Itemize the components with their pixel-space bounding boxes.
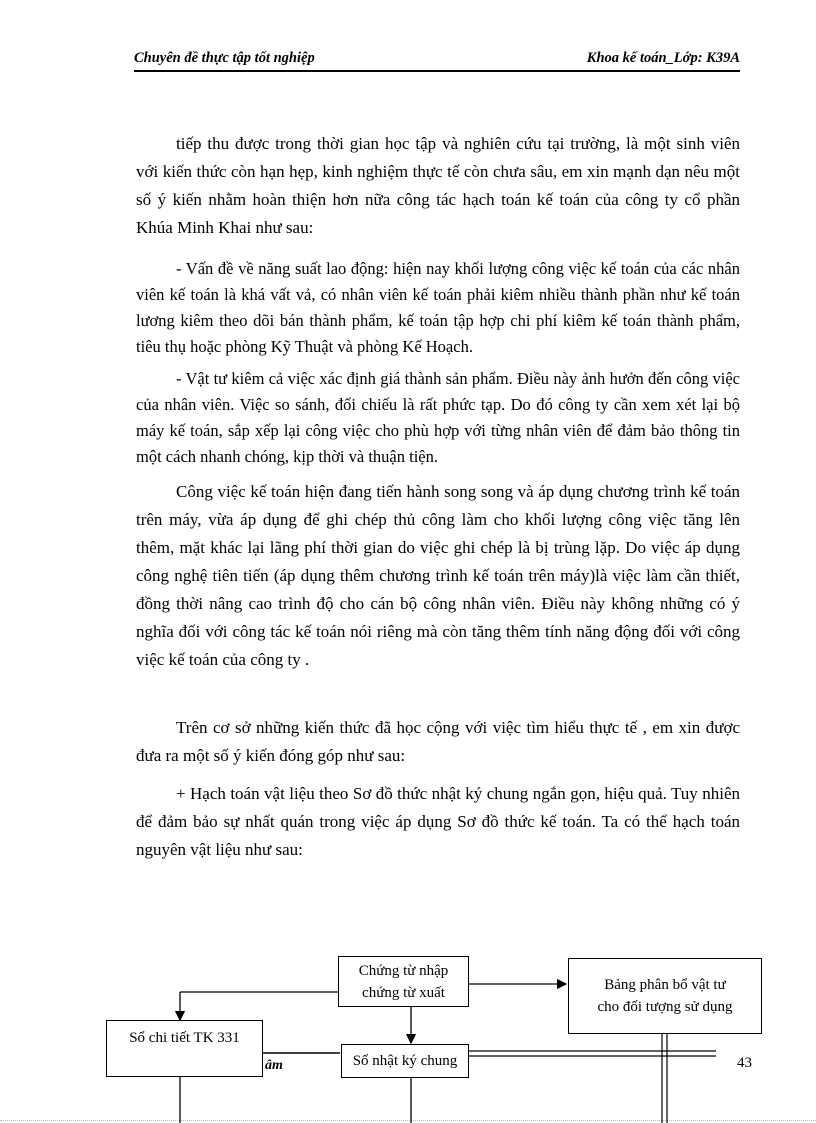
- box-left-label: Sổ chi tiết TK 331: [129, 1030, 240, 1046]
- box-detail-ledger-331: [106, 1020, 263, 1077]
- box-top-line-1: Chứng từ nhập: [358, 962, 449, 979]
- box-center-label: Sổ nhật ký chung: [352, 1053, 458, 1069]
- paragraph-1: tiếp thu được trong thời gian học tập và nghiên cứu tại trường, là một sinh viên với kiến thức còn hạn hẹp, kinh nghiệm thực tế còn chưa sâu, em xin mạnh dạn nêu một số ý kiến nhằm hoàn thiện hơn nữa công tác hạch toán kế toán của công ty cổ phần Khúa Minh Khai như sau:: [136, 134, 740, 237]
- box-top-line-2: chứng từ xuất: [362, 984, 445, 1001]
- box-receipt-issue-documents: [338, 956, 469, 1007]
- box-material-allocation-table: [568, 958, 762, 1034]
- footer-partial-text: âm: [265, 1058, 283, 1073]
- paragraph-6: + Hạch toán vật liệu theo Sơ đồ thức nhật ký chung ngắn gọn, hiệu quả. Tuy nhiên để đảm bảo sự nhất quán trong việc áp dụng Sơ đồ thức kế toán. Ta có thể hạch toán nguyên vật liệu như sau:: [136, 784, 740, 859]
- box-right-line-2: cho đối tượng sử dụng: [597, 999, 733, 1015]
- header-title-left: Chuyên đề thực tập tốt nghiệp: [134, 50, 315, 66]
- page-header: [134, 48, 740, 72]
- paragraph-4: Công việc kế toán hiện đang tiến hành song song và áp dụng chương trình kế toán trên máy, vừa áp dụng để ghi chép thủ công làm cho khối lượng công việc tăng lên thêm, mặt khác lại lãng phí thời gian do việc ghi chép là bị trùng lặp. Do việc áp dụng công nghệ tiên tiến (áp dụng thêm chương trình kế toán trên máy)là việc làm cần thiết, đồng thời nâng cao trình độ cho cán bộ công nhân viên. Điều này không những có ý nghĩa đối với công tác kế toán nói riêng mà còn tăng thêm tính năng động đối với công việc kế toán của công ty .: [136, 482, 740, 669]
- paragraph-3: - Vật tư kiêm cả việc xác định giá thành sản phẩm. Điều này ảnh hưởn đến công việc của nhân viên. Việc so sánh, đối chiếu là rất phức tạp. Do đó công ty cần xem xét lại bộ máy kế toán, sắp xếp lại công việc cho phù hợp với từng nhân viên để đảm bảo thông tin một cách nhanh chóng, kịp thời và thuận tiện.: [136, 369, 740, 466]
- paragraph-5: Trên cơ sở những kiến thức đã học cộng với việc tìm hiểu thực tế , em xin được đưa ra một số ý kiến đóng góp như sau:: [136, 718, 740, 765]
- accounting-flow-diagram: [0, 940, 816, 1123]
- box-general-journal: [341, 1044, 469, 1078]
- box-right-line-1: Bảng phân bổ vật tư: [604, 977, 726, 993]
- paragraph-2: - Vấn đề về năng suất lao động: hiện nay khối lượng công việc kế toán của các nhân viên kế toán là khá vất vả, có nhân viên kế toán phải kiêm nhiều thành phần như kế toán lương kiêm theo dõi bán thành phẩm, kế toán tập hợp chi phí kiêm kế toán thành phẩm, tiêu thụ hoặc phòng Kỹ Thuật và phòng Kế Hoạch.: [136, 259, 740, 356]
- header-title-right: Khoa kế toán_Lớp: K39A: [586, 50, 740, 66]
- page-number: 43: [737, 1055, 752, 1071]
